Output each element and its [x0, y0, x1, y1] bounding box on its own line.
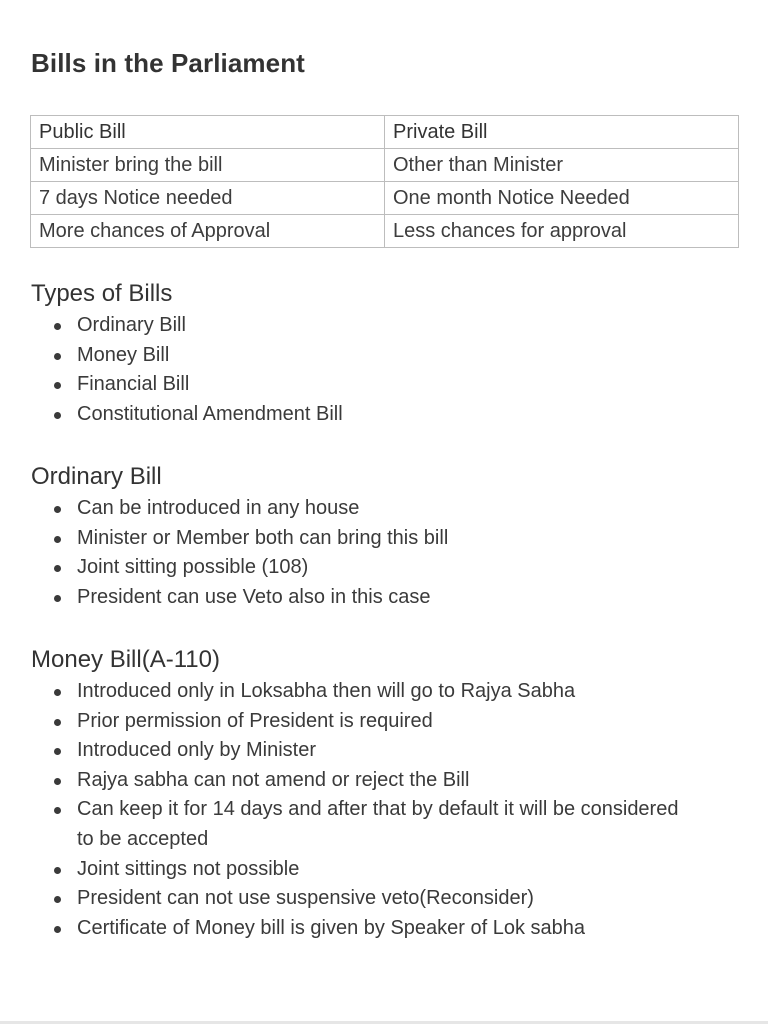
types-of-bills-heading: Types of Bills [31, 280, 173, 307]
table-cell: 7 days Notice needed [31, 182, 385, 215]
table-cell: Less chances for approval [385, 215, 739, 248]
table-header-public-bill: Public Bill [31, 116, 385, 149]
ordinary-bill-list [0, 494, 740, 612]
table-cell: Other than Minister [385, 149, 739, 182]
list-item: Minister or Member both can bring this bill [0, 524, 740, 554]
table-row [31, 215, 739, 248]
page-title: Bills in the Parliament [31, 48, 305, 78]
list-item: Constitutional Amendment Bill [0, 400, 740, 430]
list-item: President can use Veto also in this case [0, 583, 740, 613]
list-item: Joint sittings not possible [0, 855, 700, 885]
table-header-row [31, 116, 739, 149]
list-item: Prior permission of President is required [0, 707, 700, 737]
list-item: Joint sitting possible (108) [0, 553, 740, 583]
list-item: Money Bill [0, 341, 740, 371]
table-row [31, 149, 739, 182]
ordinary-bill-heading: Ordinary Bill [31, 463, 162, 490]
list-item: Rajya sabha can not amend or reject the Bill [0, 766, 700, 796]
list-item: Introduced only in Loksabha then will go to Rajya Sabha [0, 677, 700, 707]
list-item: Can keep it for 14 days and after that by default it will be considered to be accepted [0, 795, 700, 854]
list-item: Financial Bill [0, 370, 740, 400]
list-item: Can be introduced in any house [0, 494, 740, 524]
money-bill-heading: Money Bill(A-110) [31, 646, 220, 673]
bills-comparison-table [30, 115, 739, 248]
table-cell: One month Notice Needed [385, 182, 739, 215]
money-bill-list [0, 677, 700, 943]
table-cell: More chances of Approval [31, 215, 385, 248]
table-row [31, 182, 739, 215]
table-header-private-bill: Private Bill [385, 116, 739, 149]
list-item: Ordinary Bill [0, 311, 740, 341]
list-item: Certificate of Money bill is given by Speaker of Lok sabha [0, 914, 700, 944]
types-of-bills-list [0, 311, 740, 429]
table-cell: Minister bring the bill [31, 149, 385, 182]
list-item: Introduced only by Minister [0, 736, 700, 766]
list-item: President can not use suspensive veto(Reconsider) [0, 884, 700, 914]
